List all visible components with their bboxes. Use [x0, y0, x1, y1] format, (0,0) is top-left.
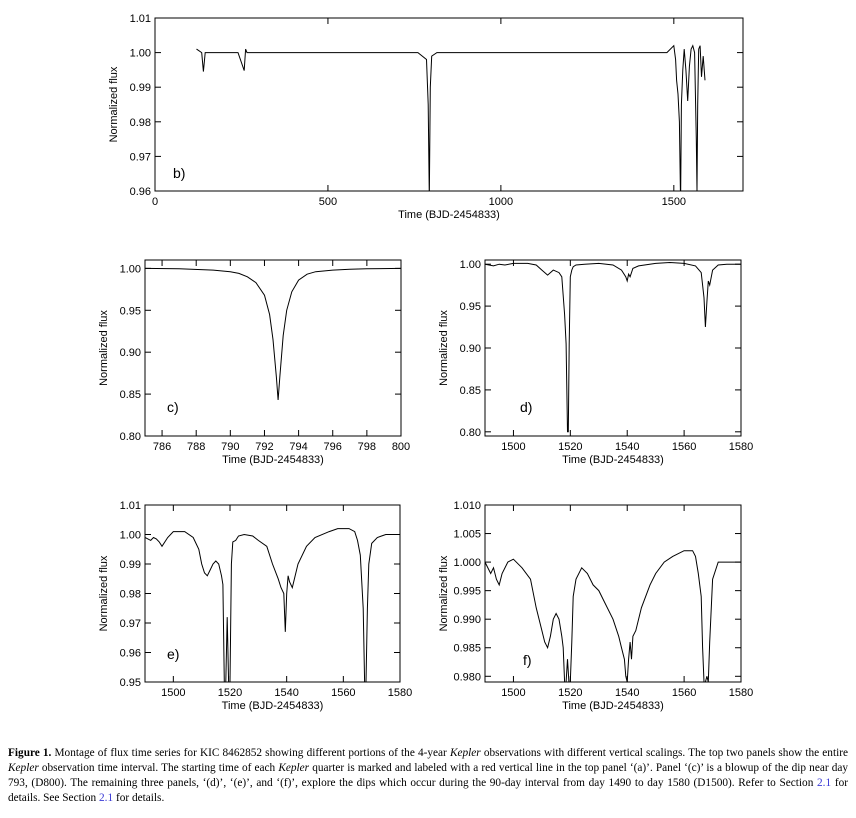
caption-kepler-1: Kepler — [449, 747, 481, 759]
y-tick-label: 0.80 — [459, 426, 481, 439]
panel-tag: d) — [520, 399, 533, 415]
x-tick-label: 1540 — [614, 687, 640, 699]
x-tick-label: 1560 — [671, 687, 697, 699]
caption-kepler-2: Kepler — [8, 762, 39, 774]
y-tick-label: 0.985 — [453, 642, 481, 655]
x-tick-label: 1500 — [661, 196, 687, 208]
figure-label: Figure 1. — [8, 747, 52, 759]
caption-text-5: for details. See Section — [8, 777, 849, 804]
y-tick-label: 0.90 — [119, 347, 141, 360]
y-tick-label: 1.00 — [459, 259, 481, 272]
x-tick-label: 1560 — [331, 687, 356, 699]
y-tick-label: 0.90 — [459, 343, 481, 355]
section-link-1[interactable]: 2.1 — [817, 777, 832, 789]
y-tick-label: 1.010 — [453, 500, 481, 512]
y-tick-label: 1.01 — [129, 13, 151, 25]
panel-c — [98, 260, 410, 466]
y-tick-label: 1.000 — [453, 557, 481, 570]
x-tick-label: 1500 — [501, 687, 526, 699]
x-tick-label: 1520 — [217, 687, 243, 699]
x-tick-label: 1580 — [728, 687, 754, 699]
x-tick-label: 500 — [318, 196, 338, 208]
x-axis-label: Time (BJD-2454833) — [562, 700, 664, 712]
flux-series-b — [197, 46, 706, 198]
x-axis-label: Time (BJD-2454833) — [221, 700, 324, 712]
y-tick-label: 0.96 — [129, 186, 151, 198]
x-tick-label: 790 — [221, 441, 240, 453]
caption-text-6: for details. — [115, 792, 165, 804]
panel-b — [108, 13, 743, 221]
flux-series-c — [145, 268, 401, 400]
x-tick-label: 1520 — [558, 687, 583, 699]
x-tick-label: 1540 — [274, 687, 299, 699]
y-axis-label: Normalized flux — [438, 555, 450, 632]
panel-tag: b) — [173, 165, 186, 181]
y-tick-label: 0.97 — [119, 618, 141, 630]
y-tick-label: 0.98 — [129, 116, 151, 129]
caption-text-2: observations with different vertical scalings. The top two panels show the entire — [483, 747, 849, 759]
x-axis-label: Time (BJD-2454833) — [398, 209, 500, 221]
y-tick-label: 0.85 — [119, 389, 141, 402]
plot-frame-b — [155, 18, 743, 191]
x-tick-label: 1000 — [488, 196, 514, 208]
x-tick-label: 1580 — [728, 441, 754, 453]
flux-series-e — [145, 529, 400, 682]
x-tick-label: 1520 — [558, 441, 583, 453]
y-axis-label: Normalized flux — [108, 66, 120, 143]
caption-text-1: Montage of flux time series for KIC 8462852 showing different portions of the 4-year — [54, 747, 447, 759]
y-tick-label: 1.01 — [119, 500, 141, 512]
y-axis-label: Normalized flux — [438, 310, 450, 386]
caption-text-4: quarter is marked and labeled with a red vertical line in the top panel ‘(a)’. Panel ‘(c)’ is a blowup of the dip near day 793, (D800). The remaining three panels, ‘(d)’, ‘(e)’, and ‘(f)’, explore the dips which occur during the 90-day interval from day 1490 to day 1580 (D1500). Refer to Section — [8, 762, 849, 789]
x-tick-label: 1540 — [614, 441, 640, 453]
panel-f — [438, 500, 753, 712]
panel-e — [98, 500, 412, 712]
panel-tag: f) — [523, 652, 532, 668]
x-tick-label: 788 — [187, 441, 206, 453]
y-tick-label: 0.95 — [119, 677, 141, 689]
x-tick-label: 0 — [151, 196, 159, 208]
y-tick-label: 1.00 — [129, 47, 151, 60]
x-tick-label: 1500 — [501, 441, 526, 453]
panel-tag: c) — [167, 399, 179, 415]
x-tick-label: 1580 — [387, 687, 413, 699]
section-link-2[interactable]: 2.1 — [99, 792, 114, 804]
caption-kepler-3: Kepler — [278, 762, 310, 774]
x-tick-label: 786 — [152, 441, 172, 453]
x-tick-label: 796 — [323, 441, 342, 453]
y-tick-label: 1.00 — [119, 529, 141, 542]
y-tick-label: 0.80 — [119, 431, 141, 443]
x-tick-label: 800 — [391, 441, 411, 453]
y-tick-label: 0.990 — [453, 614, 481, 627]
panel-tag: e) — [167, 646, 180, 662]
y-tick-label: 0.98 — [119, 588, 141, 601]
y-tick-label: 0.96 — [119, 647, 141, 660]
figure-caption — [8, 746, 848, 806]
y-tick-label: 0.980 — [453, 671, 481, 684]
y-tick-label: 0.97 — [129, 151, 151, 164]
y-tick-label: 1.005 — [453, 528, 481, 541]
y-axis-label: Normalized flux — [98, 555, 110, 632]
y-tick-label: 0.99 — [119, 559, 141, 571]
y-tick-label: 0.995 — [453, 585, 481, 598]
x-axis-label: Time (BJD-2454833) — [222, 454, 324, 466]
y-tick-label: 0.85 — [459, 384, 481, 397]
y-tick-label: 0.99 — [129, 82, 151, 95]
x-tick-label: 792 — [255, 441, 274, 453]
panel-d — [438, 259, 753, 466]
x-tick-label: 1500 — [161, 687, 186, 699]
x-tick-label: 1560 — [671, 441, 697, 453]
x-tick-label: 798 — [357, 441, 377, 453]
x-tick-label: 794 — [289, 441, 308, 453]
caption-text-3: observation time interval. The starting time of each — [41, 762, 276, 774]
plot-frame-c — [145, 260, 401, 436]
x-axis-label: Time (BJD-2454833) — [562, 454, 664, 466]
y-tick-label: 0.95 — [119, 305, 141, 318]
y-tick-label: 1.00 — [119, 263, 141, 276]
y-axis-label: Normalized flux — [98, 310, 110, 386]
y-tick-label: 0.95 — [459, 301, 481, 314]
